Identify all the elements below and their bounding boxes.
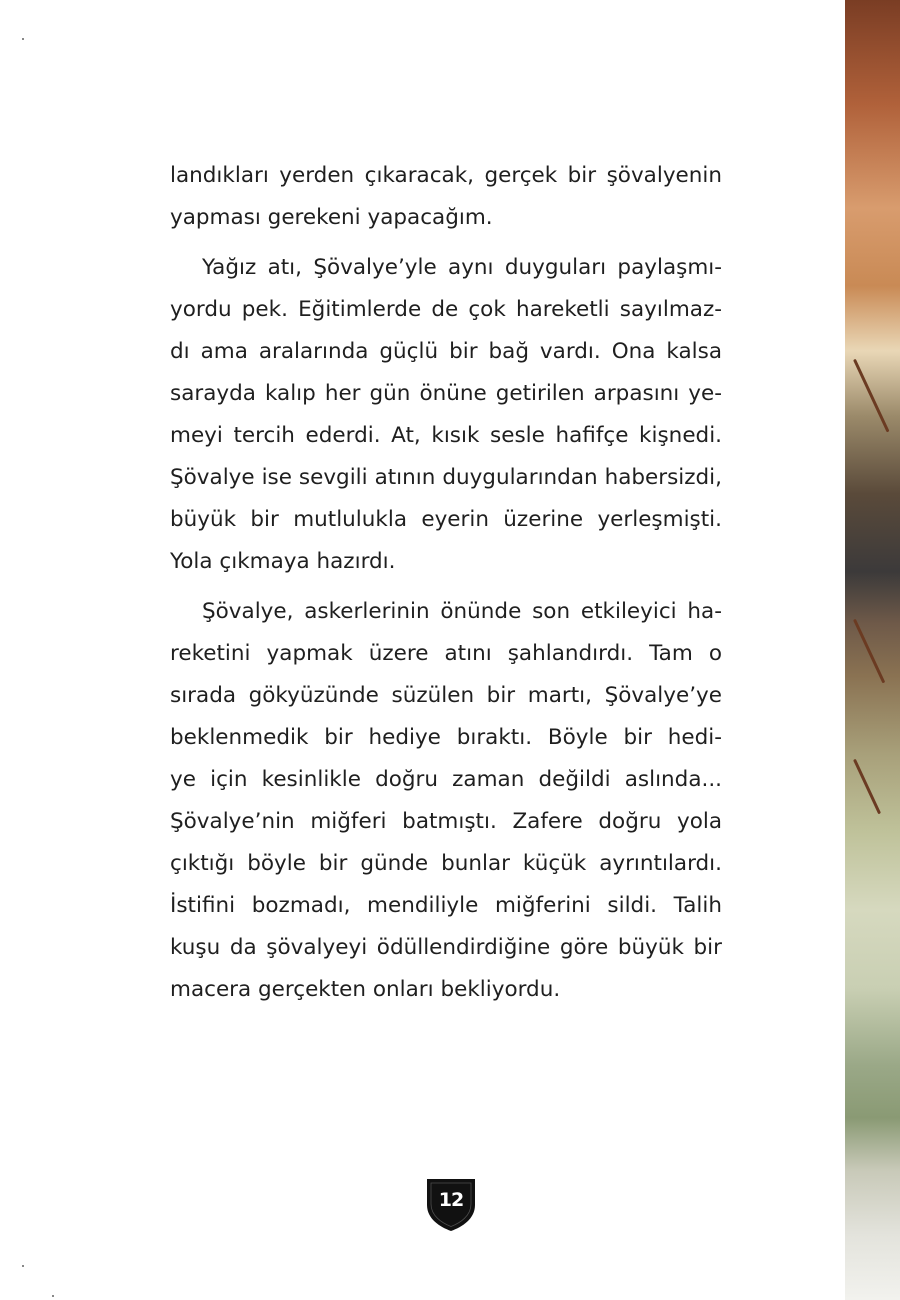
- page-number: 12: [438, 1189, 464, 1211]
- edge-illustration: [845, 0, 900, 1300]
- text-line: Yola çıkmaya hazırdı.: [170, 549, 396, 574]
- text-line: çıktığı böyle bir günde bunlar küçük ayrıntılardı.: [170, 851, 722, 876]
- crop-mark: [22, 38, 24, 40]
- crop-mark: [52, 1295, 54, 1297]
- page-number-badge: [424, 1175, 478, 1233]
- text-line: ye için kesinlikle doğru zaman değildi aslında...: [170, 767, 722, 792]
- text-line: reketini yapmak üzere atını şahlandırdı. Tam o: [170, 641, 722, 666]
- crop-mark: [22, 1265, 24, 1267]
- text-line: büyük bir mutlulukla eyerin üzerine yerleşmişti.: [170, 507, 722, 532]
- text-line: meyi tercih ederdi. At, kısık sesle hafifçe kişnedi.: [170, 423, 722, 448]
- paragraph-first-line: Şövalye, askerlerinin önünde son etkileyici ha-: [202, 599, 722, 624]
- paragraph-first-line: Yağız atı, Şövalye’yle aynı duyguları paylaşmı-: [202, 255, 722, 280]
- text-line: İstifini bozmadı, mendiliyle miğferini sildi. Talih: [170, 893, 722, 918]
- text-line: landıkları yerden çıkaracak, gerçek bir şövalyenin: [170, 163, 722, 188]
- text-line: yordu pek. Eğitimlerde de çok hareketli sayılmaz-: [170, 297, 722, 322]
- story-text: [170, 155, 722, 1011]
- text-line: sırada gökyüzünde süzülen bir martı, Şövalye’ye: [170, 683, 722, 708]
- text-line: kuşu da şövalyeyi ödüllendirdiğine göre büyük bir: [170, 935, 722, 960]
- text-line: Şövalye’nin miğferi batmıştı. Zafere doğru yola: [170, 809, 722, 834]
- text-line: macera gerçekten onları bekliyordu.: [170, 977, 561, 1002]
- text-line: beklenmedik bir hediye bıraktı. Böyle bir hedi-: [170, 725, 722, 750]
- text-line: yapması gerekeni yapacağım.: [170, 205, 493, 230]
- text-line: sarayda kalıp her gün önüne getirilen arpasını ye-: [170, 381, 722, 406]
- text-line: Şövalye ise sevgili atının duygularından habersizdi,: [170, 465, 722, 490]
- text-line: dı ama aralarında güçlü bir bağ vardı. Ona kalsa: [170, 339, 722, 364]
